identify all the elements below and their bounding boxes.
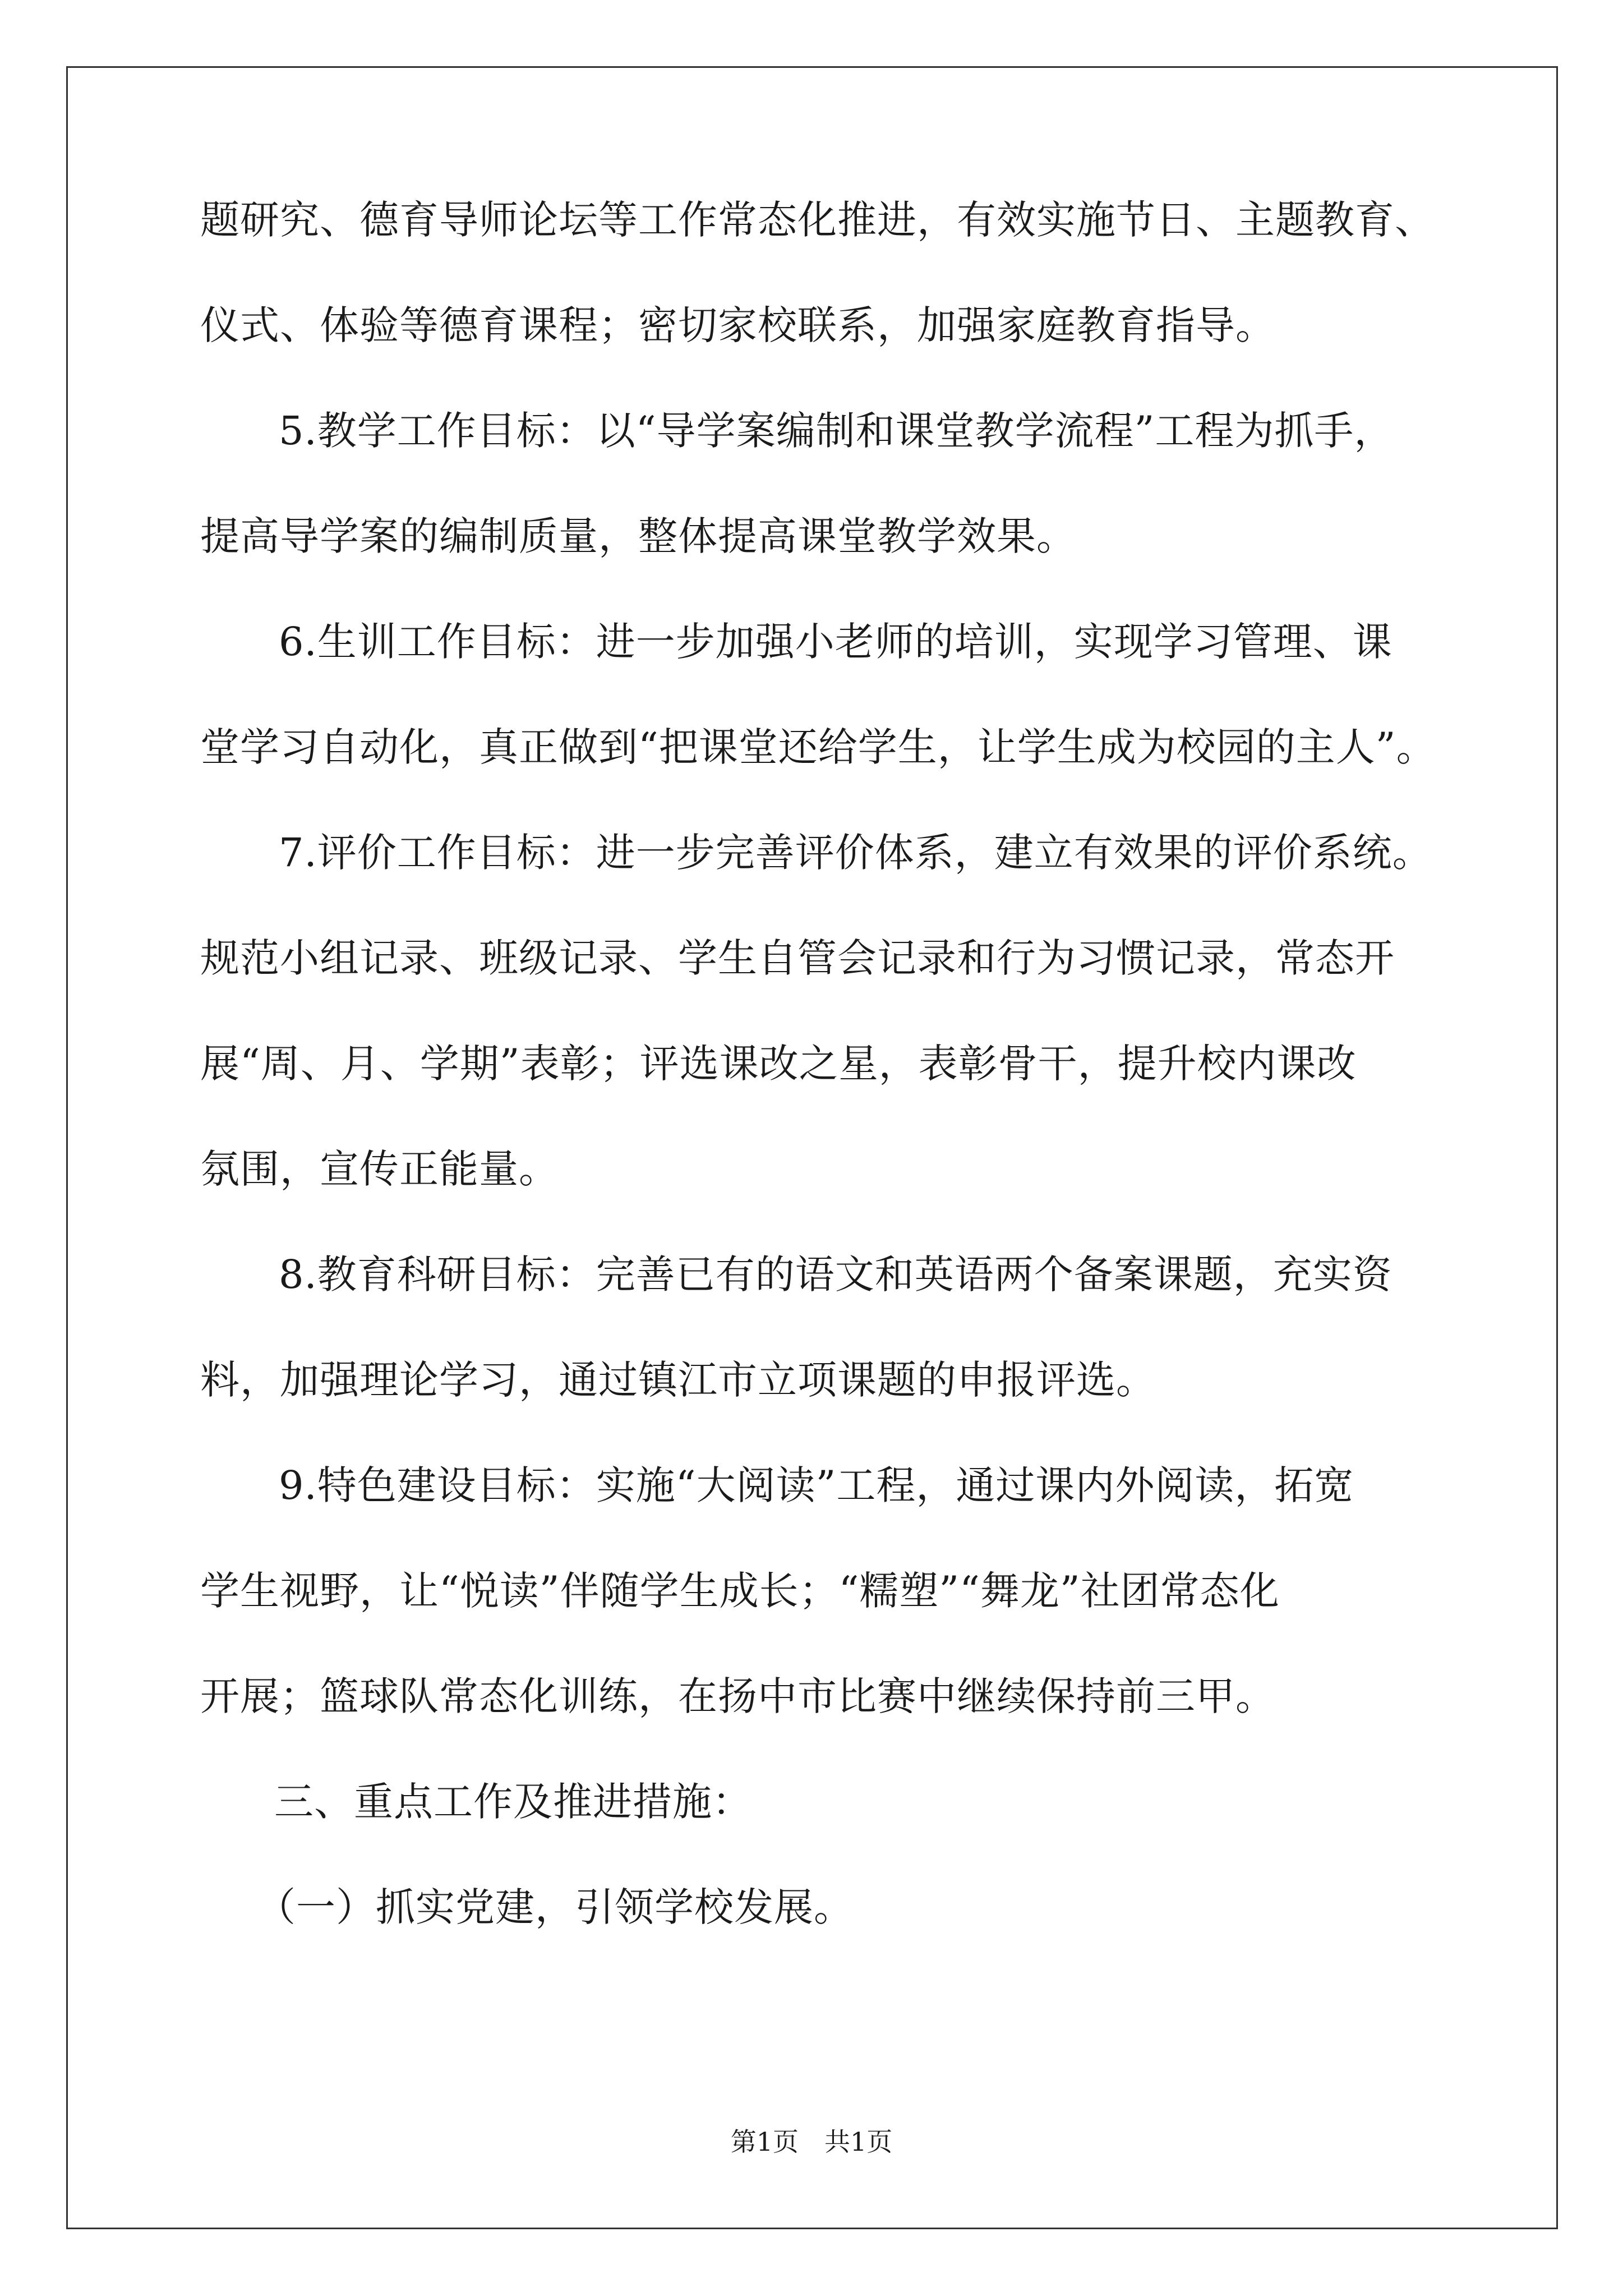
text-line-6: 堂学习自动化，真正做到“把课堂还给学生，让学生成为校园的主人”。 (200, 724, 1436, 770)
subsection-heading: （一）抓实党建，引领学校发展。 (256, 1884, 854, 1930)
text-line-14: 学生视野，让“悦读”伴随学生成长；“糯塑”“舞龙”社团常态化 (200, 1568, 1280, 1614)
text-line-1: 题研究、德育导师论坛等工作常态化推进，有效实施节日、主题教育、 (200, 197, 1435, 243)
section-heading: 三、重点工作及推进措施： (274, 1779, 752, 1825)
text-line-8: 规范小组记录、班级记录、学生自管会记录和行为习惯记录，常态开 (200, 935, 1395, 981)
text-line-2: 仪式、体验等德育课程；密切家校联系，加强家庭教育指导。 (200, 302, 1275, 348)
text-line-11: 8.教育科研目标：完善已有的语文和英语两个备案课题，充实资 (279, 1251, 1393, 1297)
text-line-10: 氛围，宣传正能量。 (200, 1146, 559, 1192)
text-line-4: 提高导学案的编制质量，整体提高课堂教学效果。 (200, 513, 1076, 559)
text-line-15: 开展；篮球队常态化训练，在扬中市比赛中继续保持前三甲。 (200, 1673, 1275, 1719)
page-number-footer: 第1页 共1页 (730, 2127, 893, 2157)
text-line-5: 6.生训工作目标：进一步加强小老师的培训，实现学习管理、课 (279, 619, 1393, 665)
text-line-3: 5.教学工作目标：以“导学案编制和课堂教学流程”工程为抓手， (279, 408, 1394, 454)
text-line-7: 7.评价工作目标：进一步完善评价体系，建立有效果的评价系统。 (279, 830, 1432, 876)
text-line-9: 展“周、月、学期”表彰；评选课改之星，表彰骨干，提升校内课改 (200, 1041, 1357, 1087)
text-line-12: 料，加强理论学习，通过镇江市立项课题的申报评选。 (200, 1357, 1156, 1403)
text-line-13: 9.特色建设目标：实施“大阅读”工程，通过课内外阅读，拓宽 (279, 1462, 1354, 1508)
